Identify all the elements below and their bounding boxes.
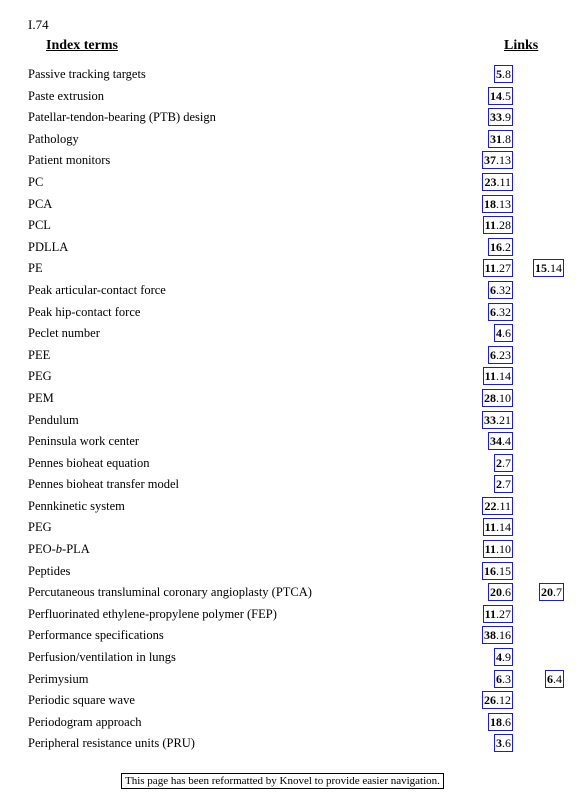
link-section-number: .5 [502,88,511,103]
index-entry-row [0,280,581,302]
link-section-number: .13 [496,196,511,211]
index-term: Pendulum [28,412,79,427]
link-section-number: .27 [496,261,511,276]
index-term: Peak articular-contact force [28,282,166,297]
page-link[interactable] [482,497,513,515]
index-entry-row [0,302,581,324]
link-page-number: 11 [484,218,496,233]
index-entry-row [0,323,581,345]
link-page-number: 18 [484,196,496,211]
page-link[interactable] [494,734,513,752]
link-section-number: .9 [502,650,511,665]
index-term: Peak hip-contact force [28,304,141,319]
link-section-number: .27 [496,606,511,621]
page-link[interactable] [533,259,564,277]
page-number: I.74 [28,17,49,32]
link-page-number: 6 [547,671,553,686]
index-entry-row [0,604,581,626]
index-term: PCL [28,218,51,233]
index-entry-row [0,150,581,172]
page-link[interactable] [488,238,513,256]
index-entry-row [0,733,581,755]
link-page-number: 11 [484,606,496,621]
index-entry-row [0,215,581,237]
link-section-number: .6 [502,736,511,751]
link-page-number: 38 [484,628,496,643]
index-entry-row [0,539,581,561]
link-section-number: .10 [496,542,511,557]
index-term: Periodogram approach [28,714,142,729]
link-section-number: .6 [502,326,511,341]
index-entry-row [0,388,581,410]
index-entry-row [0,64,581,86]
link-section-number: .14 [496,520,511,535]
link-page-number: 33 [490,110,502,125]
page-link[interactable] [494,670,513,688]
page-link[interactable] [488,346,513,364]
page-link[interactable] [488,713,513,731]
index-term: Perfluorinated ethylene-propylene polymer (FEP) [28,606,277,621]
link-section-number: .7 [502,477,511,492]
link-section-number: .28 [496,218,511,233]
index-term: Pathology [28,131,79,146]
index-term: Pennes bioheat equation [28,455,150,470]
link-page-number: 33 [484,412,496,427]
page-link[interactable] [494,454,513,472]
index-term: Periodic square wave [28,693,135,708]
page-link[interactable] [482,562,513,580]
page-link[interactable] [494,324,513,342]
index-entry-row [0,172,581,194]
page-link[interactable] [482,195,513,213]
link-page-number: 20 [541,585,553,600]
link-page-number: 6 [490,347,496,362]
link-page-number: 2 [496,455,502,470]
knovel-footer-note: This page has been reformatted by Knovel to provide easier navigation. [121,773,444,789]
page-link[interactable] [488,303,513,321]
index-entry-row [0,431,581,453]
page-link[interactable] [488,281,513,299]
link-section-number: .8 [502,67,511,81]
link-page-number: 4 [496,326,502,341]
page-link[interactable] [482,411,513,429]
link-section-number: .21 [496,412,511,427]
page-link[interactable] [483,540,513,558]
index-entry-row [0,366,581,388]
index-entry-row [0,690,581,712]
link-page-number: 16 [490,239,502,254]
link-page-number: 3 [496,736,502,751]
index-entry-row [0,194,581,216]
link-section-number: .32 [496,304,511,319]
page-link[interactable] [482,626,513,644]
index-term: Pennkinetic system [28,498,125,513]
link-page-number: 15 [535,261,547,276]
links-heading: Links [504,38,539,53]
page-link[interactable] [545,670,564,688]
page-link[interactable] [483,518,513,536]
link-section-number: .11 [496,498,511,513]
index-entry-row [0,107,581,129]
index-entry-row [0,517,581,539]
link-section-number: .7 [502,455,511,470]
page-link[interactable] [483,259,513,277]
index-term: Patient monitors [28,153,111,168]
index-term: Perfusion/ventilation in lungs [28,650,176,665]
link-section-number: .8 [502,131,511,146]
page-link[interactable] [483,605,513,623]
link-page-number: 37 [484,153,496,168]
page-link[interactable] [482,173,513,191]
index-term: PCA [28,196,53,211]
index-entry-row [0,474,581,496]
index-term: Paste extrusion [28,88,105,103]
page-link[interactable] [482,151,513,169]
link-page-number: 6 [490,304,496,319]
link-section-number: .12 [496,693,511,708]
index-entry-row [0,410,581,432]
index-term: PEG [28,369,52,384]
page-link[interactable] [482,389,513,407]
index-entry-row [0,647,581,669]
index-term: Peclet number [28,326,100,341]
link-page-number: 11 [484,542,496,557]
link-page-number: 34 [490,434,502,449]
index-term: Peripheral resistance units (PRU) [28,736,195,751]
link-section-number: .4 [553,671,562,686]
link-page-number: 2 [496,477,502,492]
link-section-number: .10 [496,390,511,405]
index-terms-heading: Index terms [46,38,118,53]
link-section-number: .23 [496,347,511,362]
link-page-number: 22 [484,498,497,513]
index-term: PEO-b-PLA [28,542,90,557]
index-term: PEG [28,520,52,535]
page-link[interactable] [483,367,513,385]
index-entry-row [0,496,581,518]
index-term: PDLLA [28,239,69,254]
index-entry-row [0,86,581,108]
index-entry-row [0,712,581,734]
link-page-number: 5 [496,67,502,81]
link-page-number: 11 [484,369,496,384]
link-page-number: 20 [490,585,502,600]
index-entry-row [0,237,581,259]
link-page-number: 11 [484,261,496,276]
page-link[interactable] [488,108,513,126]
index-term: Patellar-tendon-bearing (PTB) design [28,110,216,125]
link-page-number: 26 [484,693,496,708]
link-section-number: .16 [496,628,511,643]
page-link[interactable] [483,216,513,234]
index-term: PE [28,261,43,276]
link-page-number: 16 [484,563,496,578]
index-entry-list [0,64,581,755]
link-page-number: 4 [496,650,502,665]
link-section-number: .2 [502,239,511,254]
page-link[interactable] [494,475,513,493]
index-term: PC [28,174,44,189]
link-page-number: 18 [490,714,502,729]
link-page-number: 28 [484,390,496,405]
index-term: Pennes bioheat transfer model [28,477,179,492]
page-link[interactable] [488,130,513,148]
page-link[interactable] [494,65,513,83]
link-section-number: .6 [502,585,511,600]
page-link[interactable] [539,583,564,601]
index-entry-row [0,345,581,367]
index-term: Percutaneous transluminal coronary angioplasty (PTCA) [28,585,312,600]
link-section-number: .7 [553,585,562,600]
index-term: Peptides [28,563,71,578]
page-link[interactable] [488,87,513,105]
link-page-number: 6 [490,282,496,297]
index-entry-row [0,669,581,691]
link-section-number: .13 [496,153,511,168]
link-section-number: .4 [502,434,511,449]
index-entry-row [0,561,581,583]
index-entry-row [0,453,581,475]
link-section-number: .14 [496,369,511,384]
link-page-number: 23 [484,174,497,189]
link-page-number: 6 [496,671,502,686]
page-link[interactable] [494,648,513,666]
link-section-number: .32 [496,282,511,297]
link-section-number: .14 [547,261,562,276]
link-section-number: .11 [496,174,511,189]
link-section-number: .15 [496,563,511,578]
index-term: PEE [28,347,51,362]
index-entry-row [0,129,581,151]
index-term: Performance specifications [28,628,164,643]
page-link[interactable] [482,691,513,709]
link-section-number: .6 [502,714,511,729]
index-term: Passive tracking targets [28,67,146,81]
page-link[interactable] [488,432,513,450]
link-page-number: 14 [490,88,502,103]
index-entry-row [0,582,581,604]
index-term: PEM [28,390,54,405]
index-entry-row [0,258,581,280]
link-page-number: 11 [484,520,496,535]
page-link[interactable] [488,583,513,601]
link-section-number: .3 [502,671,511,686]
link-section-number: .9 [502,110,511,125]
index-term: Peninsula work center [28,434,140,449]
index-entry-row [0,625,581,647]
index-term: Perimysium [28,671,89,686]
link-page-number: 31 [490,131,502,146]
